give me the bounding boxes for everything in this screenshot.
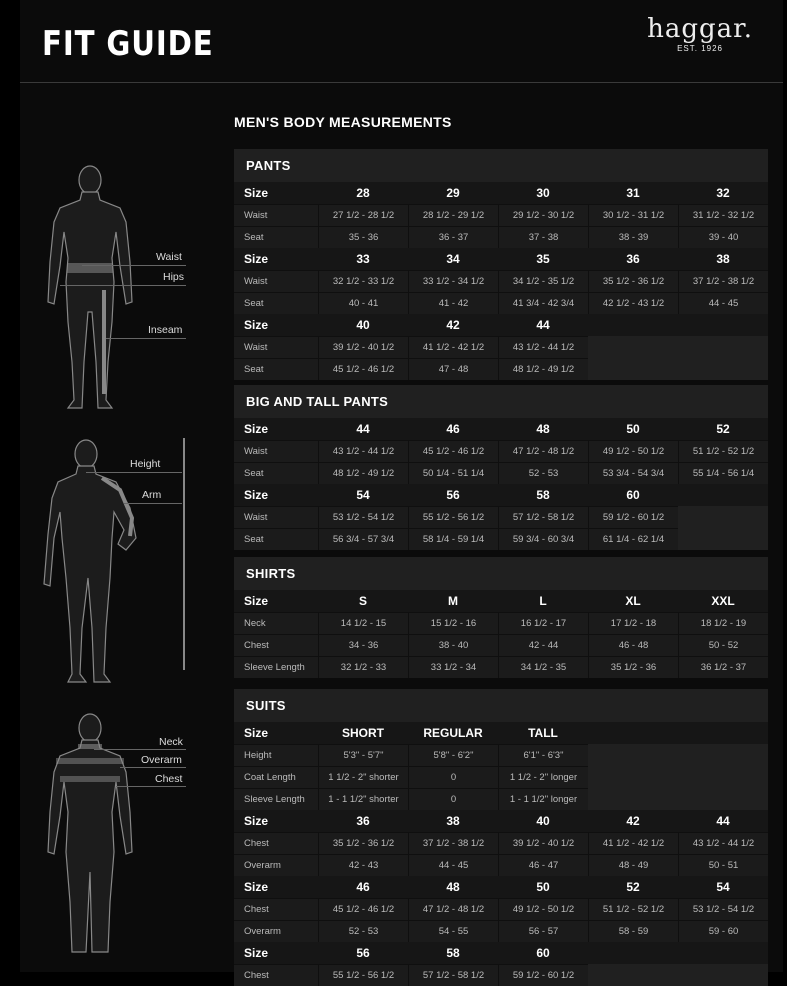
table-row [234,656,768,678]
size-value: TALL [528,726,558,740]
row-label: Chest [234,634,318,656]
size-label: Size [244,252,269,266]
measurement-cell: 37 1/2 - 38 1/2 [408,832,498,854]
size-label: Size [244,814,269,828]
body-figure-illustration [46,438,142,688]
measurement-cell: 58 - 59 [588,920,678,942]
measurement-cell [678,506,768,528]
size-value: 50 [536,880,550,894]
measurement-cell: 52 - 53 [318,920,408,942]
measurement-cell: 1 1/2 - 2" longer [498,766,588,788]
measurement-cell: 35 1/2 - 36 1/2 [318,832,408,854]
size-value: 34 [446,252,460,266]
table-row [234,766,768,788]
measurement-cell: 57 1/2 - 58 1/2 [408,964,498,986]
measurement-cell: 38 - 40 [408,634,498,656]
measurement-cell: 34 - 36 [318,634,408,656]
header-divider [20,82,783,83]
measurement-cell: 36 - 37 [408,226,498,248]
size-label: Size [244,880,269,894]
measurement-cell: 55 1/2 - 56 1/2 [318,964,408,986]
size-value: 52 [716,422,730,436]
measurement-cell: 45 1/2 - 46 1/2 [318,358,408,380]
measurement-cell: 39 1/2 - 40 1/2 [318,336,408,358]
size-value: 31 [626,186,640,200]
brand-tagline: EST. 1926 [677,44,724,53]
table-row [234,788,768,810]
size-value: 50 [626,422,640,436]
size-header-row [234,248,768,270]
size-header-row [234,876,768,898]
measurement-cell: 50 - 52 [678,634,768,656]
label-waist: Waist [156,251,182,263]
measurement-cell: 59 1/2 - 60 1/2 [588,506,678,528]
measurement-cell: 42 - 43 [318,854,408,876]
measurement-cell: 36 1/2 - 37 [678,656,768,678]
size-value: XXL [711,594,735,608]
measurement-cell: 53 1/2 - 54 1/2 [318,506,408,528]
measurement-cell: 33 1/2 - 34 1/2 [408,270,498,292]
size-value: S [358,594,367,608]
row-label: Waist [234,506,318,528]
measurement-cell: 49 1/2 - 50 1/2 [588,440,678,462]
size-value [678,722,768,744]
row-label: Seat [234,358,318,380]
measurement-cell: 34 1/2 - 35 [498,656,588,678]
measurement-cell: 1 - 1 1/2" longer [498,788,588,810]
row-label: Overarm [234,854,318,876]
size-value: 35 [536,252,550,266]
measurement-cell [588,336,678,358]
label-height: Height [130,458,161,470]
size-value: 46 [356,880,370,894]
row-label: Waist [234,270,318,292]
measurement-cell [678,788,768,810]
height-marker [183,438,185,670]
size-value: 42 [446,318,460,332]
measurement-cell: 46 - 48 [588,634,678,656]
measurement-cell: 35 - 36 [318,226,408,248]
size-value: 36 [356,814,370,828]
page-title: FIT GUIDE [42,24,214,64]
section-shirts [234,557,768,678]
section-title: SHIRTS [246,566,296,581]
size-value: 48 [446,880,460,894]
measurement-cell: 41 - 42 [408,292,498,314]
table-row [234,226,768,248]
size-value: 33 [356,252,370,266]
row-label: Waist [234,336,318,358]
measurement-cell: 51 1/2 - 52 1/2 [678,440,768,462]
table-row [234,336,768,358]
measurement-cell: 50 - 51 [678,854,768,876]
measurement-cell: 29 1/2 - 30 1/2 [498,204,588,226]
label-hips: Hips [163,271,185,283]
size-value: 58 [536,488,550,502]
size-value: 56 [356,946,370,960]
measurement-cell: 47 1/2 - 48 1/2 [498,440,588,462]
measurement-cell: 51 1/2 - 52 1/2 [588,898,678,920]
section-title: BIG AND TALL PANTS [246,394,389,409]
row-label: Sleeve Length [234,656,318,678]
table-row [234,204,768,226]
table-row [234,270,768,292]
size-value: 40 [536,814,550,828]
size-label: Size [244,186,269,200]
size-label: Size [244,726,269,740]
size-value [588,722,678,744]
label-neck: Neck [159,736,183,748]
size-value: XL [625,594,641,608]
label-inseam: Inseam [148,324,183,336]
row-label: Neck [234,612,318,634]
size-value: 29 [446,186,460,200]
size-value [588,314,678,336]
size-value [678,942,768,964]
table-row [234,440,768,462]
measurement-cell [678,766,768,788]
measurement-cell [678,336,768,358]
height-pointer-line [86,472,182,473]
measurement-cell: 56 - 57 [498,920,588,942]
row-label: Height [234,744,318,766]
row-label: Seat [234,226,318,248]
row-label: Chest [234,898,318,920]
row-label: Seat [234,462,318,484]
size-value: 32 [716,186,730,200]
measurement-cell: 59 - 60 [678,920,768,942]
size-value: 54 [356,488,370,502]
measurement-cell: 0 [408,766,498,788]
measurement-cell: 15 1/2 - 16 [408,612,498,634]
measurement-cell [678,528,768,550]
table-row [234,744,768,766]
size-value: L [539,594,547,608]
size-label: Size [244,318,269,332]
table-row [234,920,768,942]
row-label: Sleeve Length [234,788,318,810]
measurement-cell: 30 1/2 - 31 1/2 [588,204,678,226]
measurement-cell: 45 1/2 - 46 1/2 [408,440,498,462]
measurement-cell: 14 1/2 - 15 [318,612,408,634]
measurement-cell: 43 1/2 - 44 1/2 [498,336,588,358]
label-arm: Arm [142,489,162,501]
size-label: Size [244,488,269,502]
measurement-cell [588,788,678,810]
measurement-cell: 55 1/4 - 56 1/4 [678,462,768,484]
row-label: Waist [234,204,318,226]
measurement-cell: 32 1/2 - 33 [318,656,408,678]
size-header-row [234,418,768,440]
measurement-cell: 41 1/2 - 42 1/2 [408,336,498,358]
measurement-cell: 47 - 48 [408,358,498,380]
fit-guide-page [20,0,783,981]
row-label: Waist [234,440,318,462]
measurement-cell: 53 1/2 - 54 1/2 [678,898,768,920]
measurement-cell: 27 1/2 - 28 1/2 [318,204,408,226]
size-value: 52 [626,880,640,894]
measurement-cell: 49 1/2 - 50 1/2 [498,898,588,920]
size-value [678,484,768,506]
brand-logo [647,14,753,53]
table-row [234,832,768,854]
measurement-cell [588,766,678,788]
section-heading: MEN'S BODY MEASUREMENTS [234,114,452,130]
measurement-cell: 45 1/2 - 46 1/2 [318,898,408,920]
measurement-cell: 39 - 40 [678,226,768,248]
measurement-cell: 47 1/2 - 48 1/2 [408,898,498,920]
measurement-cell: 57 1/2 - 58 1/2 [498,506,588,528]
measurement-cell: 17 1/2 - 18 [588,612,678,634]
measurement-cell: 43 1/2 - 44 1/2 [318,440,408,462]
measurement-cell: 52 - 53 [498,462,588,484]
measurement-cell: 35 1/2 - 36 1/2 [588,270,678,292]
size-value: 60 [626,488,640,502]
size-label: Size [244,594,269,608]
overarm-pointer-line [120,767,186,768]
size-value: 36 [626,252,640,266]
table-row [234,528,768,550]
measurement-cell [588,964,678,986]
measurement-cell: 61 1/4 - 62 1/4 [588,528,678,550]
measurement-cell: 58 1/4 - 59 1/4 [408,528,498,550]
measurement-cell: 1 1/2 - 2" shorter [318,766,408,788]
size-label: Size [244,422,269,436]
section-pants [234,149,768,380]
size-value: 30 [536,186,550,200]
measurement-cell: 41 3/4 - 42 3/4 [498,292,588,314]
size-value: 48 [536,422,550,436]
neck-pointer-line [94,749,186,750]
size-value: 42 [626,814,640,828]
measurement-cell: 40 - 41 [318,292,408,314]
section-big-and-tall-pants [234,385,768,550]
measurement-cell: 42 1/2 - 43 1/2 [588,292,678,314]
measurement-cell: 59 1/2 - 60 1/2 [498,964,588,986]
table-row [234,292,768,314]
size-value: 56 [446,488,460,502]
size-value: 38 [716,252,730,266]
measurement-cell: 33 1/2 - 34 [408,656,498,678]
measurement-cell [678,358,768,380]
measurement-cell: 5'3" - 5'7" [318,744,408,766]
table-row [234,634,768,656]
size-value: 46 [446,422,460,436]
measurement-cell: 44 - 45 [678,292,768,314]
size-value: SHORT [342,726,384,740]
size-header-row [234,182,768,204]
measurement-cell: 46 - 47 [498,854,588,876]
measurement-cell: 48 1/2 - 49 1/2 [318,462,408,484]
measurement-cell: 34 1/2 - 35 1/2 [498,270,588,292]
arm-pointer-line [124,503,182,504]
measurement-cell: 1 - 1 1/2" shorter [318,788,408,810]
measurement-cell [678,964,768,986]
table-row [234,358,768,380]
upper-body-figure-illustration [48,712,138,972]
section-suits [234,689,768,986]
size-value: 38 [446,814,460,828]
size-value: 44 [356,422,370,436]
size-header-row [234,942,768,964]
measurement-cell: 5'8" - 6'2" [408,744,498,766]
label-chest: Chest [155,773,183,785]
table-row [234,854,768,876]
measurement-cell: 38 - 39 [588,226,678,248]
measurement-cell: 16 1/2 - 17 [498,612,588,634]
label-overarm: Overarm [141,754,182,766]
section-title: PANTS [246,158,291,173]
size-value [678,314,768,336]
waist-pointer-line [82,265,186,266]
row-label: Overarm [234,920,318,942]
size-value: M [448,594,458,608]
measurement-cell: 37 1/2 - 38 1/2 [678,270,768,292]
size-value: 44 [716,814,730,828]
size-value: 44 [536,318,550,332]
size-value: 54 [716,880,730,894]
measurement-cell: 54 - 55 [408,920,498,942]
measurement-cell: 32 1/2 - 33 1/2 [318,270,408,292]
measurement-cell [588,358,678,380]
pants-figure-illustration [48,162,138,414]
brand-name: haggar. [647,14,753,44]
size-header-row [234,590,768,612]
measurement-cell: 56 3/4 - 57 3/4 [318,528,408,550]
table-row [234,462,768,484]
measurement-cell [678,744,768,766]
measurement-cell: 37 - 38 [498,226,588,248]
size-value: 60 [536,946,550,960]
row-label: Chest [234,832,318,854]
measurement-cell [588,744,678,766]
measurement-cell: 43 1/2 - 44 1/2 [678,832,768,854]
measurement-cell: 6'1" - 6'3" [498,744,588,766]
measurement-cell: 44 - 45 [408,854,498,876]
chest-pointer-line [116,786,186,787]
table-row [234,898,768,920]
row-label: Seat [234,528,318,550]
measurement-cell: 31 1/2 - 32 1/2 [678,204,768,226]
section-title: SUITS [246,698,286,713]
measurement-cell: 53 3/4 - 54 3/4 [588,462,678,484]
measurement-cell: 35 1/2 - 36 [588,656,678,678]
measurement-cell: 28 1/2 - 29 1/2 [408,204,498,226]
chest-marker [60,776,120,782]
table-row [234,964,768,986]
measurement-cell: 41 1/2 - 42 1/2 [588,832,678,854]
hips-pointer-line [60,285,186,286]
measurement-cell: 50 1/4 - 51 1/4 [408,462,498,484]
row-label: Chest [234,964,318,986]
inseam-pointer-line [106,338,186,339]
row-label: Coat Length [234,766,318,788]
size-value [588,942,678,964]
size-header-row [234,484,768,506]
table-row [234,506,768,528]
measurement-cell: 0 [408,788,498,810]
size-value: 58 [446,946,460,960]
table-row [234,612,768,634]
size-header-row [234,314,768,336]
size-value: 40 [356,318,370,332]
measurement-cell: 39 1/2 - 40 1/2 [498,832,588,854]
size-label: Size [244,946,269,960]
size-value: REGULAR [423,726,483,740]
row-label: Seat [234,292,318,314]
overarm-marker [56,758,124,764]
size-value: 28 [356,186,370,200]
measurement-cell: 42 - 44 [498,634,588,656]
measurement-cell: 55 1/2 - 56 1/2 [408,506,498,528]
size-header-row [234,810,768,832]
measurement-cell: 48 1/2 - 49 1/2 [498,358,588,380]
measurement-cell: 18 1/2 - 19 [678,612,768,634]
measurement-cell: 59 3/4 - 60 3/4 [498,528,588,550]
size-header-row [234,722,768,744]
measurement-cell: 48 - 49 [588,854,678,876]
